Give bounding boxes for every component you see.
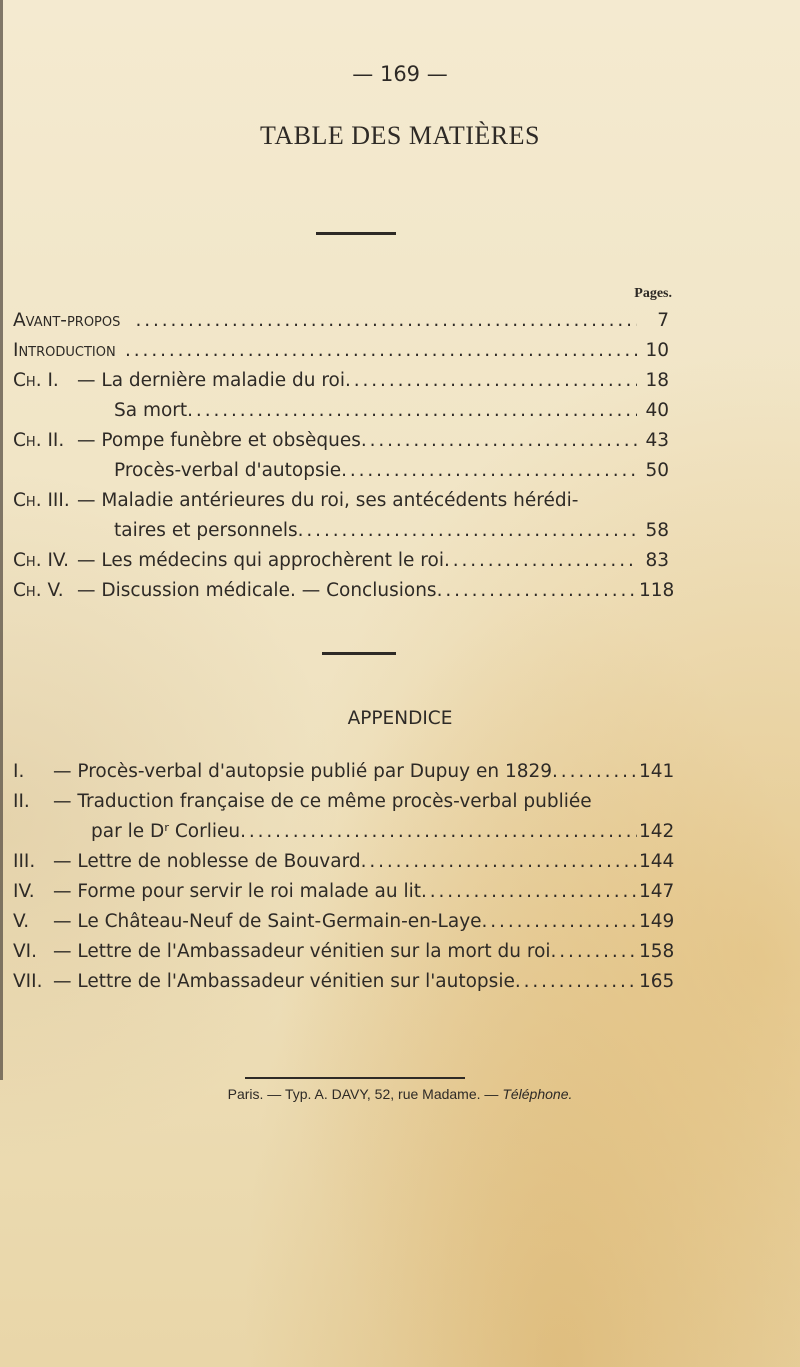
toc-text: — Les médecins qui approchèrent le roi bbox=[77, 550, 444, 571]
appendix-page: 144 bbox=[639, 851, 675, 872]
dot-leader bbox=[135, 306, 637, 336]
appendix-text: — Lettre de l'Ambassadeur vénitien sur l'autopsie bbox=[53, 971, 515, 992]
toc-text: taires et personnels bbox=[114, 520, 298, 541]
toc-page: 118 bbox=[639, 580, 675, 601]
footer-divider bbox=[245, 1077, 465, 1079]
appendix-page: 165 bbox=[639, 971, 675, 992]
toc-entry-ch3-cont bbox=[13, 516, 669, 546]
dot-leader bbox=[552, 757, 637, 787]
printer-imprint bbox=[0, 1086, 800, 1102]
appendix-prefix: V. bbox=[13, 911, 30, 932]
appendix-text: — Le Château-Neuf de Saint-Germain-en-Laye bbox=[53, 911, 482, 932]
page-edge-shadow bbox=[0, 0, 3, 1080]
appendix-entry-2 bbox=[13, 787, 669, 817]
appendix-entry-5 bbox=[13, 907, 675, 937]
title-divider bbox=[316, 232, 396, 235]
toc-page: 7 bbox=[657, 310, 669, 331]
appendix-entry-1 bbox=[13, 757, 675, 787]
toc-prefix: Introduction bbox=[13, 340, 116, 361]
toc-entry-ch2 bbox=[13, 426, 669, 456]
appendix-text: — Lettre de noblesse de Bouvard bbox=[53, 851, 361, 872]
appendix-entry-6 bbox=[13, 937, 675, 967]
appendix-page: 158 bbox=[639, 941, 675, 962]
toc-text: — Pompe funèbre et obsèques bbox=[77, 430, 361, 451]
appendix-entry-2-cont bbox=[13, 817, 675, 847]
toc-text: Sa mort bbox=[114, 400, 188, 421]
appendix-entry-4 bbox=[13, 877, 675, 907]
toc-text: — La dernière maladie du roi bbox=[77, 370, 346, 391]
page-title: TABLE DES MATIÈRES bbox=[260, 121, 540, 150]
toc-prefix: Avant-propos bbox=[13, 310, 121, 331]
toc-page: 50 bbox=[645, 460, 669, 481]
appendix-prefix: I. bbox=[13, 761, 25, 782]
toc-page: 18 bbox=[645, 370, 669, 391]
toc-entry-ch2-sub bbox=[13, 456, 669, 486]
dot-leader bbox=[125, 336, 637, 366]
toc-prefix: Ch. V. bbox=[13, 580, 64, 601]
toc-entry-introduction bbox=[13, 336, 669, 366]
appendix-text: par le Dʳ Corlieu bbox=[91, 821, 241, 842]
dot-leader bbox=[298, 516, 637, 546]
appendix-text: — Forme pour servir le roi malade au lit bbox=[53, 881, 421, 902]
toc-page: 10 bbox=[645, 340, 669, 361]
dot-leader bbox=[551, 937, 637, 967]
dot-leader bbox=[421, 877, 637, 907]
appendix-heading: APPENDICE bbox=[347, 708, 453, 729]
dot-leader bbox=[345, 366, 637, 396]
toc-entry-ch1 bbox=[13, 366, 669, 396]
appendix-prefix: VI. bbox=[13, 941, 37, 962]
toc-entry-ch5 bbox=[13, 576, 675, 606]
imprint-telephone: Téléphone. bbox=[502, 1086, 573, 1102]
toc-entry-avant-propos bbox=[13, 306, 669, 336]
appendix-page: 147 bbox=[639, 881, 675, 902]
dot-leader bbox=[515, 967, 637, 997]
toc-page: 43 bbox=[645, 430, 669, 451]
toc-text: — Discussion médicale. — Conclusions bbox=[77, 580, 437, 601]
imprint-text: Paris. — Typ. A. DAVY, 52, rue Madame. — bbox=[227, 1086, 499, 1102]
toc-entry-ch4 bbox=[13, 546, 669, 576]
appendix-text: — Traduction française de ce même procès-verbal publiée bbox=[53, 791, 592, 812]
toc-page: 40 bbox=[645, 400, 669, 421]
appendix-prefix: IV. bbox=[13, 881, 35, 902]
pages-column-label: Pages. bbox=[634, 286, 672, 301]
dot-leader bbox=[341, 456, 637, 486]
appendix-prefix: III. bbox=[13, 851, 36, 872]
appendix-page: 141 bbox=[639, 761, 675, 782]
appendix-prefix: VII. bbox=[13, 971, 43, 992]
dot-leader bbox=[361, 847, 637, 877]
toc-page: 83 bbox=[645, 550, 669, 571]
toc-prefix: Ch. III. bbox=[13, 490, 70, 511]
dot-leader bbox=[444, 546, 637, 576]
toc-text: — Maladie antérieures du roi, ses antécédents hérédi- bbox=[77, 490, 579, 511]
dot-leader bbox=[482, 907, 637, 937]
dot-leader bbox=[187, 396, 637, 426]
appendix-text: — Lettre de l'Ambassadeur vénitien sur la mort du roi bbox=[53, 941, 551, 962]
toc-entry-ch1-sub bbox=[13, 396, 669, 426]
appendix-entry-7 bbox=[13, 967, 675, 997]
toc-prefix: Ch. II. bbox=[13, 430, 65, 451]
toc-page: 58 bbox=[645, 520, 669, 541]
dot-leader bbox=[240, 817, 637, 847]
appendix-page: 149 bbox=[639, 911, 675, 932]
toc-entry-ch3 bbox=[13, 486, 669, 516]
dot-leader bbox=[437, 576, 637, 606]
appendix-entry-3 bbox=[13, 847, 675, 877]
dot-leader bbox=[361, 426, 637, 456]
toc-prefix: Ch. I. bbox=[13, 370, 59, 391]
appendix-divider bbox=[322, 652, 396, 655]
toc-prefix: Ch. IV. bbox=[13, 550, 70, 571]
appendix-prefix: II. bbox=[13, 791, 30, 812]
page-number: — 169 — bbox=[352, 62, 448, 86]
appendix-text: — Procès-verbal d'autopsie publié par Dupuy en 1829 bbox=[53, 761, 553, 782]
toc-text: Procès-verbal d'autopsie bbox=[114, 460, 342, 481]
appendix-page: 142 bbox=[639, 821, 675, 842]
